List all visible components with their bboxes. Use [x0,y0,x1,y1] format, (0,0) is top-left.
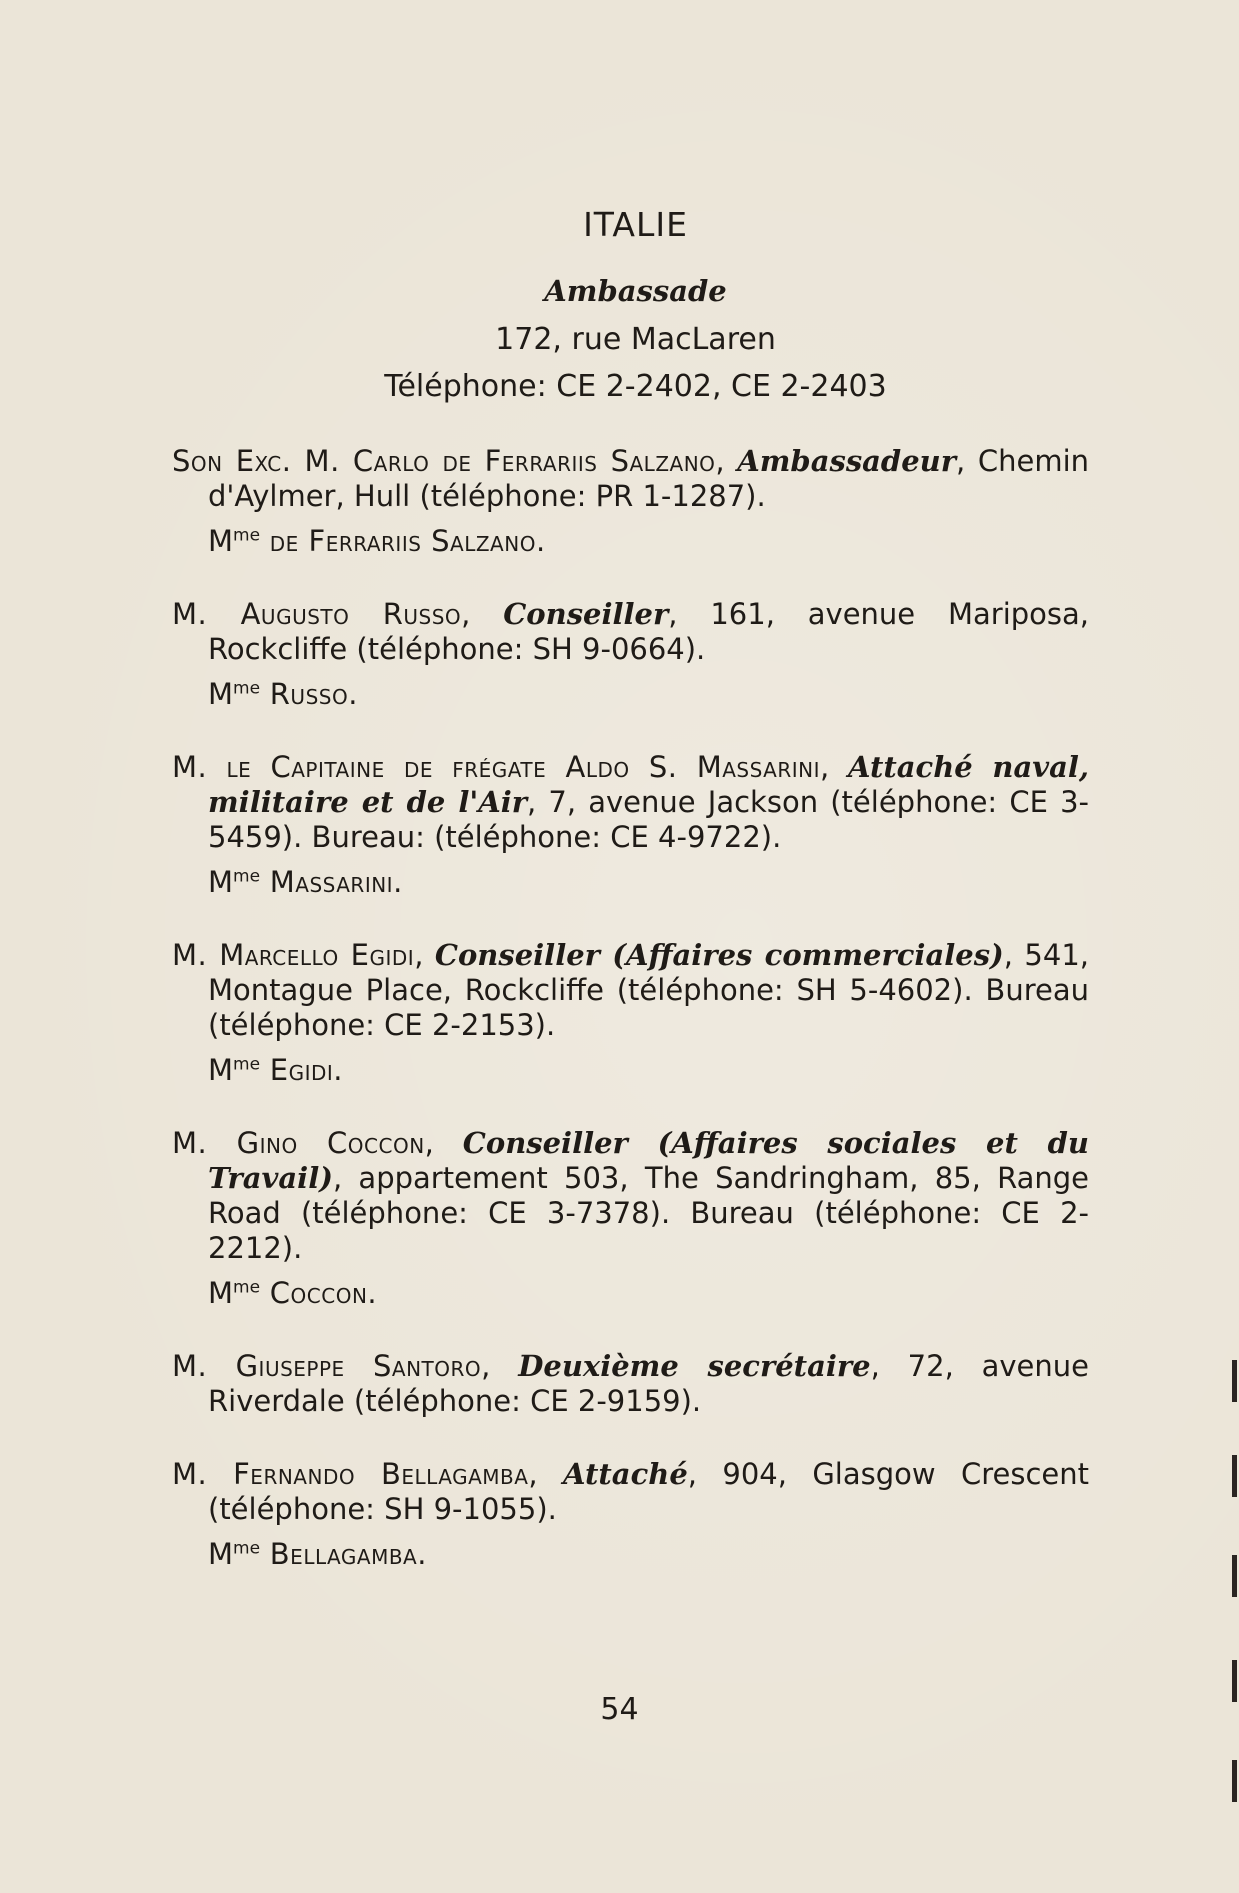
spouse-sup: me [233,1538,261,1559]
entry-separator: , [528,1457,564,1491]
spouse-name: Massarini. [260,865,403,899]
spouse-prefix: M [208,677,234,711]
spouse-line [208,524,1089,559]
spouse-prefix: M [208,1537,234,1571]
embassy-telephone: Téléphone: CE 2-2402, CE 2-2403 [384,369,887,404]
staff-list [172,444,1089,1572]
entry-title: Conseiller [503,597,669,631]
staff-entry-text [172,1126,1089,1266]
spouse-name: Coccon. [260,1276,378,1310]
spouse-name: de Ferrariis Salzano. [260,524,546,558]
staff-entry-text [172,938,1089,1043]
staff-entry-text [172,1457,1089,1527]
entry-title: Attaché [563,1457,688,1491]
entry-name: Marcello Egidi [219,938,415,972]
staff-entry [172,1349,1089,1419]
spouse-sup: me [233,1277,261,1298]
staff-entry-text [172,444,1089,514]
binding-edge-mark [1232,1660,1237,1702]
entry-separator: , [715,444,738,478]
entry-separator: , [461,597,504,631]
embassy-address: 172, rue MacLaren [495,322,776,357]
entry-separator: , [414,938,435,972]
spouse-line [208,677,1089,712]
entry-details: , 904, Glasgow Crescent (téléphone: SH 9-1055). [208,1457,1090,1526]
entry-name: Giuseppe Santoro [235,1349,482,1383]
entry-prefix: M. [172,938,220,972]
spouse-sup: me [233,525,261,546]
staff-entry-text [172,1349,1089,1419]
staff-entry-text [172,597,1089,667]
entry-prefix: M. [172,1126,237,1160]
entry-name: Augusto Russo [240,597,462,631]
spouse-prefix: M [208,524,234,558]
entry-title: Deuxième secrétaire [518,1349,871,1383]
entry-details: , 72, avenue Riverdale (téléphone: CE 2-9159). [208,1349,1090,1418]
entry-separator: , [820,750,848,784]
entry-title: Conseiller (Affaires sociales et du Travail) [208,1126,1089,1195]
staff-entry [172,1457,1089,1572]
spouse-name: Russo. [260,677,358,711]
page-subtitle: Ambassade [544,274,727,308]
spouse-prefix: M [208,1053,234,1087]
spouse-sup: me [233,678,261,699]
entry-details: , 541, Montague Place, Rockcliffe (téléphone: SH 5-4602). Bureau (téléphone: CE 2-2153). [208,938,1089,1042]
entry-details: , 161, avenue Mariposa, Rockcliffe (téléphone: SH 9-0664). [208,597,1089,666]
staff-entry [172,750,1089,900]
spouse-name: Bellagamba. [260,1537,427,1571]
entry-title: Conseiller (Affaires commerciales) [434,938,1004,972]
entry-prefix: M. [172,597,241,631]
staff-entry [172,444,1089,559]
entry-prefix: M. [172,1457,234,1491]
entry-name: le Capitaine de frégate Aldo S. Massarini [226,750,821,784]
entry-title: Ambassadeur [737,444,957,478]
page-number: 54 [600,1692,639,1727]
entry-title: Attaché naval, militaire et de l'Air [208,750,1089,819]
entry-separator: , [481,1349,519,1383]
entry-separator: , [424,1126,463,1160]
staff-entry [172,597,1089,712]
spouse-sup: me [233,1054,261,1075]
entry-prefix: Son Exc. M. [172,444,353,478]
staff-entry [172,1126,1089,1311]
staff-entry [172,938,1089,1088]
entry-details: , appartement 503, The Sandringham, 85, Range Road (téléphone: CE 3-7378). Bureau (téléphone: CE 2-2212). [208,1161,1089,1265]
spouse-prefix: M [208,1276,234,1310]
entry-details: , 7, avenue Jackson (téléphone: CE 3-5459). Bureau: (téléphone: CE 4-9722). [208,785,1089,854]
entry-details: , Chemin d'Aylmer, Hull (téléphone: PR 1-1287). [208,444,1090,513]
entry-name: Gino Coccon [236,1126,425,1160]
staff-entry-text [172,750,1089,855]
spouse-line [208,1537,1089,1572]
entry-prefix: M. [172,750,227,784]
entry-name: Carlo de Ferrariis Salzano [352,444,716,478]
binding-edge-mark [1232,1760,1237,1802]
spouse-line [208,1053,1089,1088]
binding-edge-mark [1232,1455,1237,1497]
spouse-sup: me [233,866,261,887]
spouse-line [208,865,1089,900]
entry-name: Fernando Bellagamba [233,1457,529,1491]
entry-prefix: M. [172,1349,236,1383]
binding-edge-mark [1232,1555,1237,1597]
spouse-line [208,1276,1089,1311]
page-title: ITALIE [583,205,688,244]
spouse-prefix: M [208,865,234,899]
spouse-name: Egidi. [260,1053,344,1087]
binding-edge-mark [1232,1360,1237,1402]
